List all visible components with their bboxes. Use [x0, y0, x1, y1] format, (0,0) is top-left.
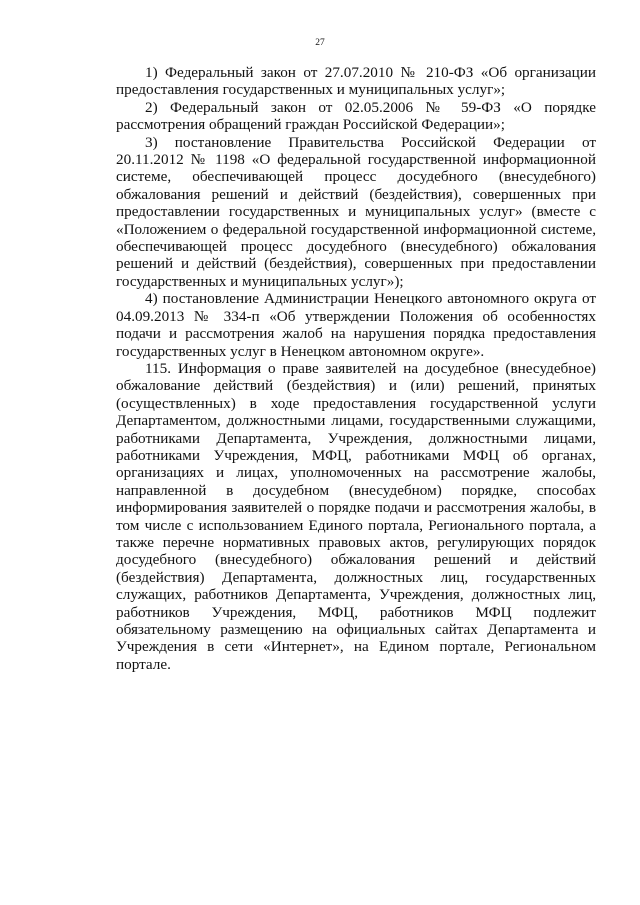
page-number: 27	[315, 38, 325, 48]
paragraph-item-115: 115. Информация о праве заявителей на досудебное (внесудебное) обжалование действий (бездействия) и (или) решений, принятых (осуществленных) в ходе предоставления государственной услуги Департаментом, должностными лицами, государственными служащими, работниками Департамента, Учреждения, должностными лицами, работниками Учреждения, МФЦ, работниками МФЦ об органах, организациях и лицах, уполномоченных на рассмотрение жалобы, направленной в досудебном (внесудебном) порядке, способах информирования заявителей о порядке подачи и рассмотрения жалобы, в том числе с использованием Единого портала, Регионального портала, а также перечне нормативных правовых актов, регулирующих порядок досудебного (внесудебного) обжалования решений и действий (бездействия) Департамента, должностных лиц, государственных служащих, работников Департамента, Учреждения, должностных лиц, работников Учреждения, МФЦ, работников МФЦ подлежит обязательному размещению на официальных сайтах Департамента и Учреждения в сети «Интернет», на Едином портале, Региональном портале.	[116, 359, 596, 673]
paragraph-law-59: 2) Федеральный закон от 02.05.2006 № 59-ФЗ «О порядке рассмотрения обращений граждан Российской Федерации»;	[116, 98, 596, 134]
document-body	[116, 64, 596, 673]
paragraph-resolution-334: 4) постановление Администрации Ненецкого автономного округа от 04.09.2013 № 334-п «Об утверждении Положения об особенностях подачи и рассмотрения жалоб на нарушения порядка предоставления государственных услуг в Ненецком автономном округе».	[116, 290, 596, 360]
paragraph-law-210: 1) Федеральный закон от 27.07.2010 № 210-ФЗ «Об организации предоставления государственных и муниципальных услуг»;	[116, 64, 596, 99]
paragraph-resolution-1198: 3) постановление Правительства Российской Федерации от 20.11.2012 № 1198 «О федеральной государственной информационной системе, обеспечивающей процесс досудебного (внесудебного) обжалования решений и действий (бездействия), совершенных при предоставлении государственных и муниципальных услуг» (вместе с «Положением о федеральной государственной информационной системе, обеспечивающей процесс досудебного (внесудебного) обжалования решений и действий (бездействия), совершенных при предоставлении государственных и муниципальных услуг»);	[116, 133, 596, 290]
